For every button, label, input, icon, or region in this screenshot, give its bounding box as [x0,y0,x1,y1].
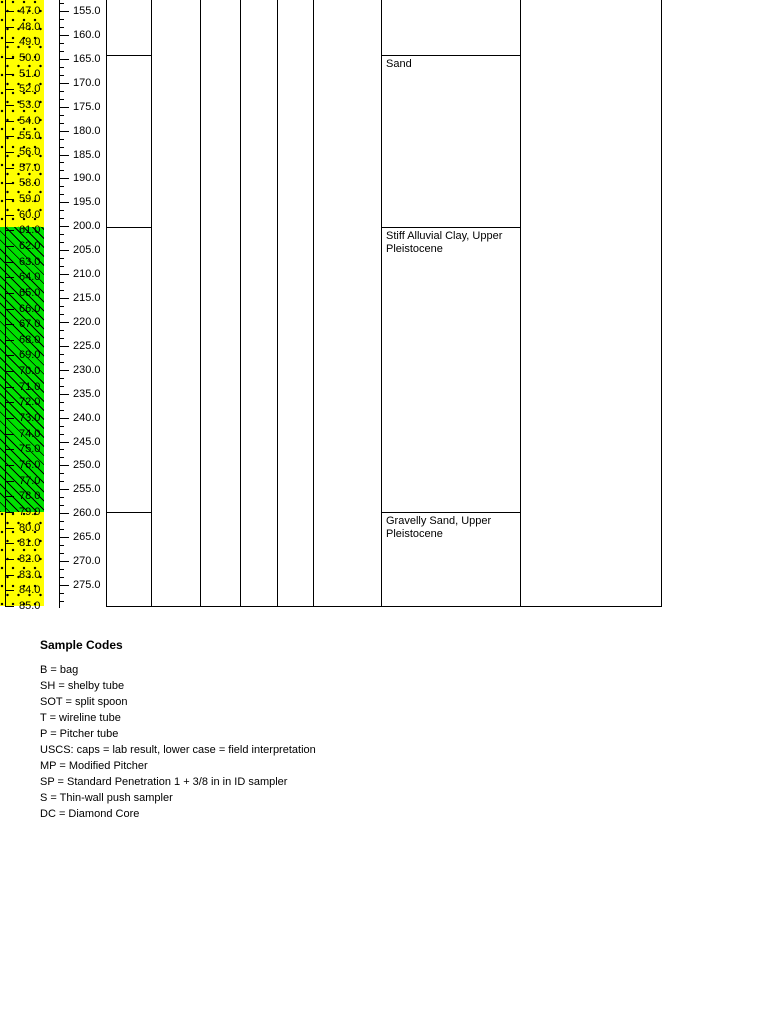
feet-minor-tick [59,27,64,28]
table-column-line [200,0,201,606]
feet-minor-tick [59,569,64,570]
feet-tick-label: 205.0 [73,244,101,256]
meter-tick-label: 56.0 [19,146,41,158]
meter-tick [5,309,14,310]
table-column-line [240,0,241,606]
meter-tick-label: 84.0 [19,584,41,596]
feet-minor-tick [59,162,64,163]
feet-tick-label: 230.0 [73,364,101,376]
feet-tick-label: 200.0 [73,220,101,232]
meter-tick [5,27,14,28]
feet-minor-tick [59,67,64,68]
meter-tick [5,355,14,356]
meter-tick [5,559,14,560]
feet-tick-label: 190.0 [73,172,101,184]
meter-tick [5,575,14,576]
feet-minor-tick [59,75,64,76]
meter-tick-label: 76.0 [19,459,41,471]
table-column-line [151,0,152,606]
feet-minor-tick [59,426,64,427]
feet-minor-tick [59,194,64,195]
meter-tick-label: 72.0 [19,396,41,408]
feet-tick-label: 225.0 [73,340,101,352]
meter-tick-label: 49.0 [19,36,41,48]
feet-minor-tick [59,529,64,530]
meter-tick [5,230,14,231]
feet-minor-tick [59,234,64,235]
feet-major-tick [59,107,69,108]
legend-item: T = wireline tube [40,712,121,724]
feet-minor-tick [59,354,64,355]
legend-item: DC = Diamond Core [40,808,140,820]
feet-major-tick [59,83,69,84]
feet-minor-tick [59,306,64,307]
feet-major-tick [59,35,69,36]
meter-tick-label: 68.0 [19,334,41,346]
table-column-line [381,0,382,606]
feet-major-tick [59,489,69,490]
meter-tick-label: 61.0 [19,224,41,236]
meter-tick-label: 57.0 [19,162,41,174]
feet-minor-tick [59,577,64,578]
table-column-line [520,0,521,606]
meter-tick [5,121,14,122]
meter-tick-label: 60.0 [19,209,41,221]
description-boundary-line [381,227,521,228]
meter-tick-label: 83.0 [19,569,41,581]
meter-tick-label: 51.0 [19,68,41,80]
meter-tick-label: 52.0 [19,83,41,95]
meter-tick-label: 59.0 [19,193,41,205]
meter-tick-label: 71.0 [19,381,41,393]
feet-major-tick [59,322,69,323]
table-column-line [106,0,107,606]
meter-tick [5,262,14,263]
feet-tick-label: 185.0 [73,149,101,161]
meter-tick-label: 62.0 [19,240,41,252]
feet-minor-tick [59,123,64,124]
feet-minor-tick [59,402,64,403]
meter-tick-label: 65.0 [19,287,41,299]
feet-minor-tick [59,497,64,498]
feet-minor-tick [59,99,64,100]
feet-major-tick [59,465,69,466]
meter-tick [5,434,14,435]
meter-tick [5,152,14,153]
feet-major-tick [59,131,69,132]
feet-minor-tick [59,481,64,482]
feet-tick-label: 165.0 [73,53,101,65]
meter-tick-label: 47.0 [19,5,41,17]
meter-tick [5,105,14,106]
legend-item: S = Thin-wall push sampler [40,792,173,804]
feet-minor-tick [59,473,64,474]
feet-minor-tick [59,258,64,259]
feet-minor-tick [59,386,64,387]
feet-tick-label: 180.0 [73,125,101,137]
legend-item: P = Pitcher tube [40,728,119,740]
meter-tick-label: 53.0 [19,99,41,111]
meter-tick [5,74,14,75]
meter-tick-label: 77.0 [19,475,41,487]
feet-minor-tick [59,330,64,331]
description-boundary-line [381,55,521,56]
meter-tick-label: 69.0 [19,349,41,361]
feet-tick-label: 235.0 [73,388,101,400]
unit-description: Gravelly Sand, Upper Pleistocene [386,515,492,540]
meter-tick [5,512,14,513]
feet-major-tick [59,202,69,203]
feet-minor-tick [59,19,64,20]
feet-minor-tick [59,378,64,379]
feet-minor-tick [59,362,64,363]
feet-major-tick [59,537,69,538]
feet-minor-tick [59,434,64,435]
meter-tick-label: 75.0 [19,443,41,455]
feet-minor-tick [59,115,64,116]
feet-minor-tick [59,51,64,52]
meter-tick [5,465,14,466]
feet-tick-label: 245.0 [73,436,101,448]
feet-tick-label: 250.0 [73,459,101,471]
meter-tick-label: 74.0 [19,428,41,440]
unit-boundary-line [106,227,152,228]
meter-tick [5,11,14,12]
meter-tick-label: 85.0 [19,600,41,612]
meter-tick-label: 82.0 [19,553,41,565]
feet-minor-tick [59,553,64,554]
meter-tick-label: 58.0 [19,177,41,189]
feet-minor-tick [59,449,64,450]
feet-major-tick [59,585,69,586]
feet-major-tick [59,274,69,275]
table-column-line [661,0,662,606]
meter-tick [5,42,14,43]
meter-tick-label: 50.0 [19,52,41,64]
table-column-line [277,0,278,606]
feet-minor-tick [59,218,64,219]
meter-tick [5,590,14,591]
feet-minor-tick [59,457,64,458]
meter-tick-label: 48.0 [19,21,41,33]
meter-tick-label: 73.0 [19,412,41,424]
feet-tick-label: 240.0 [73,412,101,424]
meter-scale-axis [5,0,6,607]
feet-minor-tick [59,410,64,411]
feet-major-tick [59,513,69,514]
feet-tick-label: 265.0 [73,531,101,543]
meter-tick [5,277,14,278]
feet-tick-label: 170.0 [73,77,101,89]
feet-major-tick [59,226,69,227]
meter-tick-label: 67.0 [19,318,41,330]
meter-tick-label: 64.0 [19,271,41,283]
feet-minor-tick [59,43,64,44]
feet-minor-tick [59,147,64,148]
feet-major-tick [59,11,69,12]
feet-tick-label: 175.0 [73,101,101,113]
meter-tick-label: 54.0 [19,115,41,127]
meter-tick [5,183,14,184]
meter-tick [5,371,14,372]
meter-tick-label: 79.0 [19,506,41,518]
feet-tick-label: 255.0 [73,483,101,495]
feet-minor-tick [59,210,64,211]
unit-boundary-line [106,55,152,56]
legend-item: B = bag [40,664,79,676]
feet-minor-tick [59,242,64,243]
legend-title: Sample Codes [40,638,123,652]
meter-tick [5,58,14,59]
feet-major-tick [59,178,69,179]
unit-boundary-line [106,512,152,513]
meter-tick-label: 63.0 [19,256,41,268]
feet-minor-tick [59,314,64,315]
legend-item: USCS: caps = lab result, lower case = field interpretation [40,744,316,756]
unit-description: Stiff Alluvial Clay, Upper Pleistocene [386,230,503,255]
feet-tick-label: 160.0 [73,29,101,41]
feet-minor-tick [59,282,64,283]
meter-tick [5,418,14,419]
feet-minor-tick [59,545,64,546]
meter-tick-label: 66.0 [19,303,41,315]
feet-tick-label: 215.0 [73,292,101,304]
feet-minor-tick [59,593,64,594]
feet-major-tick [59,561,69,562]
meter-tick-label: 78.0 [19,490,41,502]
feet-major-tick [59,394,69,395]
meter-tick-label: 80.0 [19,522,41,534]
feet-minor-tick [59,91,64,92]
legend-item: MP = Modified Pitcher [40,760,148,772]
feet-major-tick [59,298,69,299]
feet-tick-label: 155.0 [73,5,101,17]
table-column-line [313,0,314,606]
feet-tick-label: 210.0 [73,268,101,280]
meter-tick-label: 81.0 [19,537,41,549]
feet-minor-tick [59,3,64,4]
feet-minor-tick [59,505,64,506]
feet-minor-tick [59,338,64,339]
feet-minor-tick [59,139,64,140]
meter-tick [5,246,14,247]
meter-tick [5,136,14,137]
meter-tick [5,168,14,169]
meter-tick [5,89,14,90]
meter-tick [5,199,14,200]
feet-major-tick [59,59,69,60]
meter-tick [5,496,14,497]
feet-major-tick [59,442,69,443]
legend-item: SP = Standard Penetration 1 + 3/8 in in ID sampler [40,776,288,788]
meter-tick [5,340,14,341]
meter-tick [5,528,14,529]
meter-tick [5,293,14,294]
meter-tick-label: 55.0 [19,130,41,142]
meter-tick [5,387,14,388]
feet-major-tick [59,418,69,419]
feet-major-tick [59,370,69,371]
feet-tick-label: 195.0 [73,196,101,208]
feet-major-tick [59,250,69,251]
feet-minor-tick [59,186,64,187]
feet-minor-tick [59,170,64,171]
meter-tick [5,481,14,482]
meter-tick [5,215,14,216]
feet-minor-tick [59,290,64,291]
unit-description: Sand [386,58,412,70]
feet-tick-label: 220.0 [73,316,101,328]
feet-minor-tick [59,601,64,602]
meter-tick [5,543,14,544]
meter-tick [5,402,14,403]
feet-tick-label: 270.0 [73,555,101,567]
feet-minor-tick [59,266,64,267]
meter-tick [5,606,14,607]
feet-minor-tick [59,521,64,522]
feet-major-tick [59,155,69,156]
feet-tick-label: 260.0 [73,507,101,519]
table-bottom-line [106,606,662,607]
feet-major-tick [59,346,69,347]
legend-item: SOT = split spoon [40,696,128,708]
legend-item: SH = shelby tube [40,680,125,692]
feet-tick-label: 275.0 [73,579,101,591]
description-boundary-line [381,512,521,513]
meter-tick-label: 70.0 [19,365,41,377]
meter-tick [5,324,14,325]
meter-tick [5,449,14,450]
